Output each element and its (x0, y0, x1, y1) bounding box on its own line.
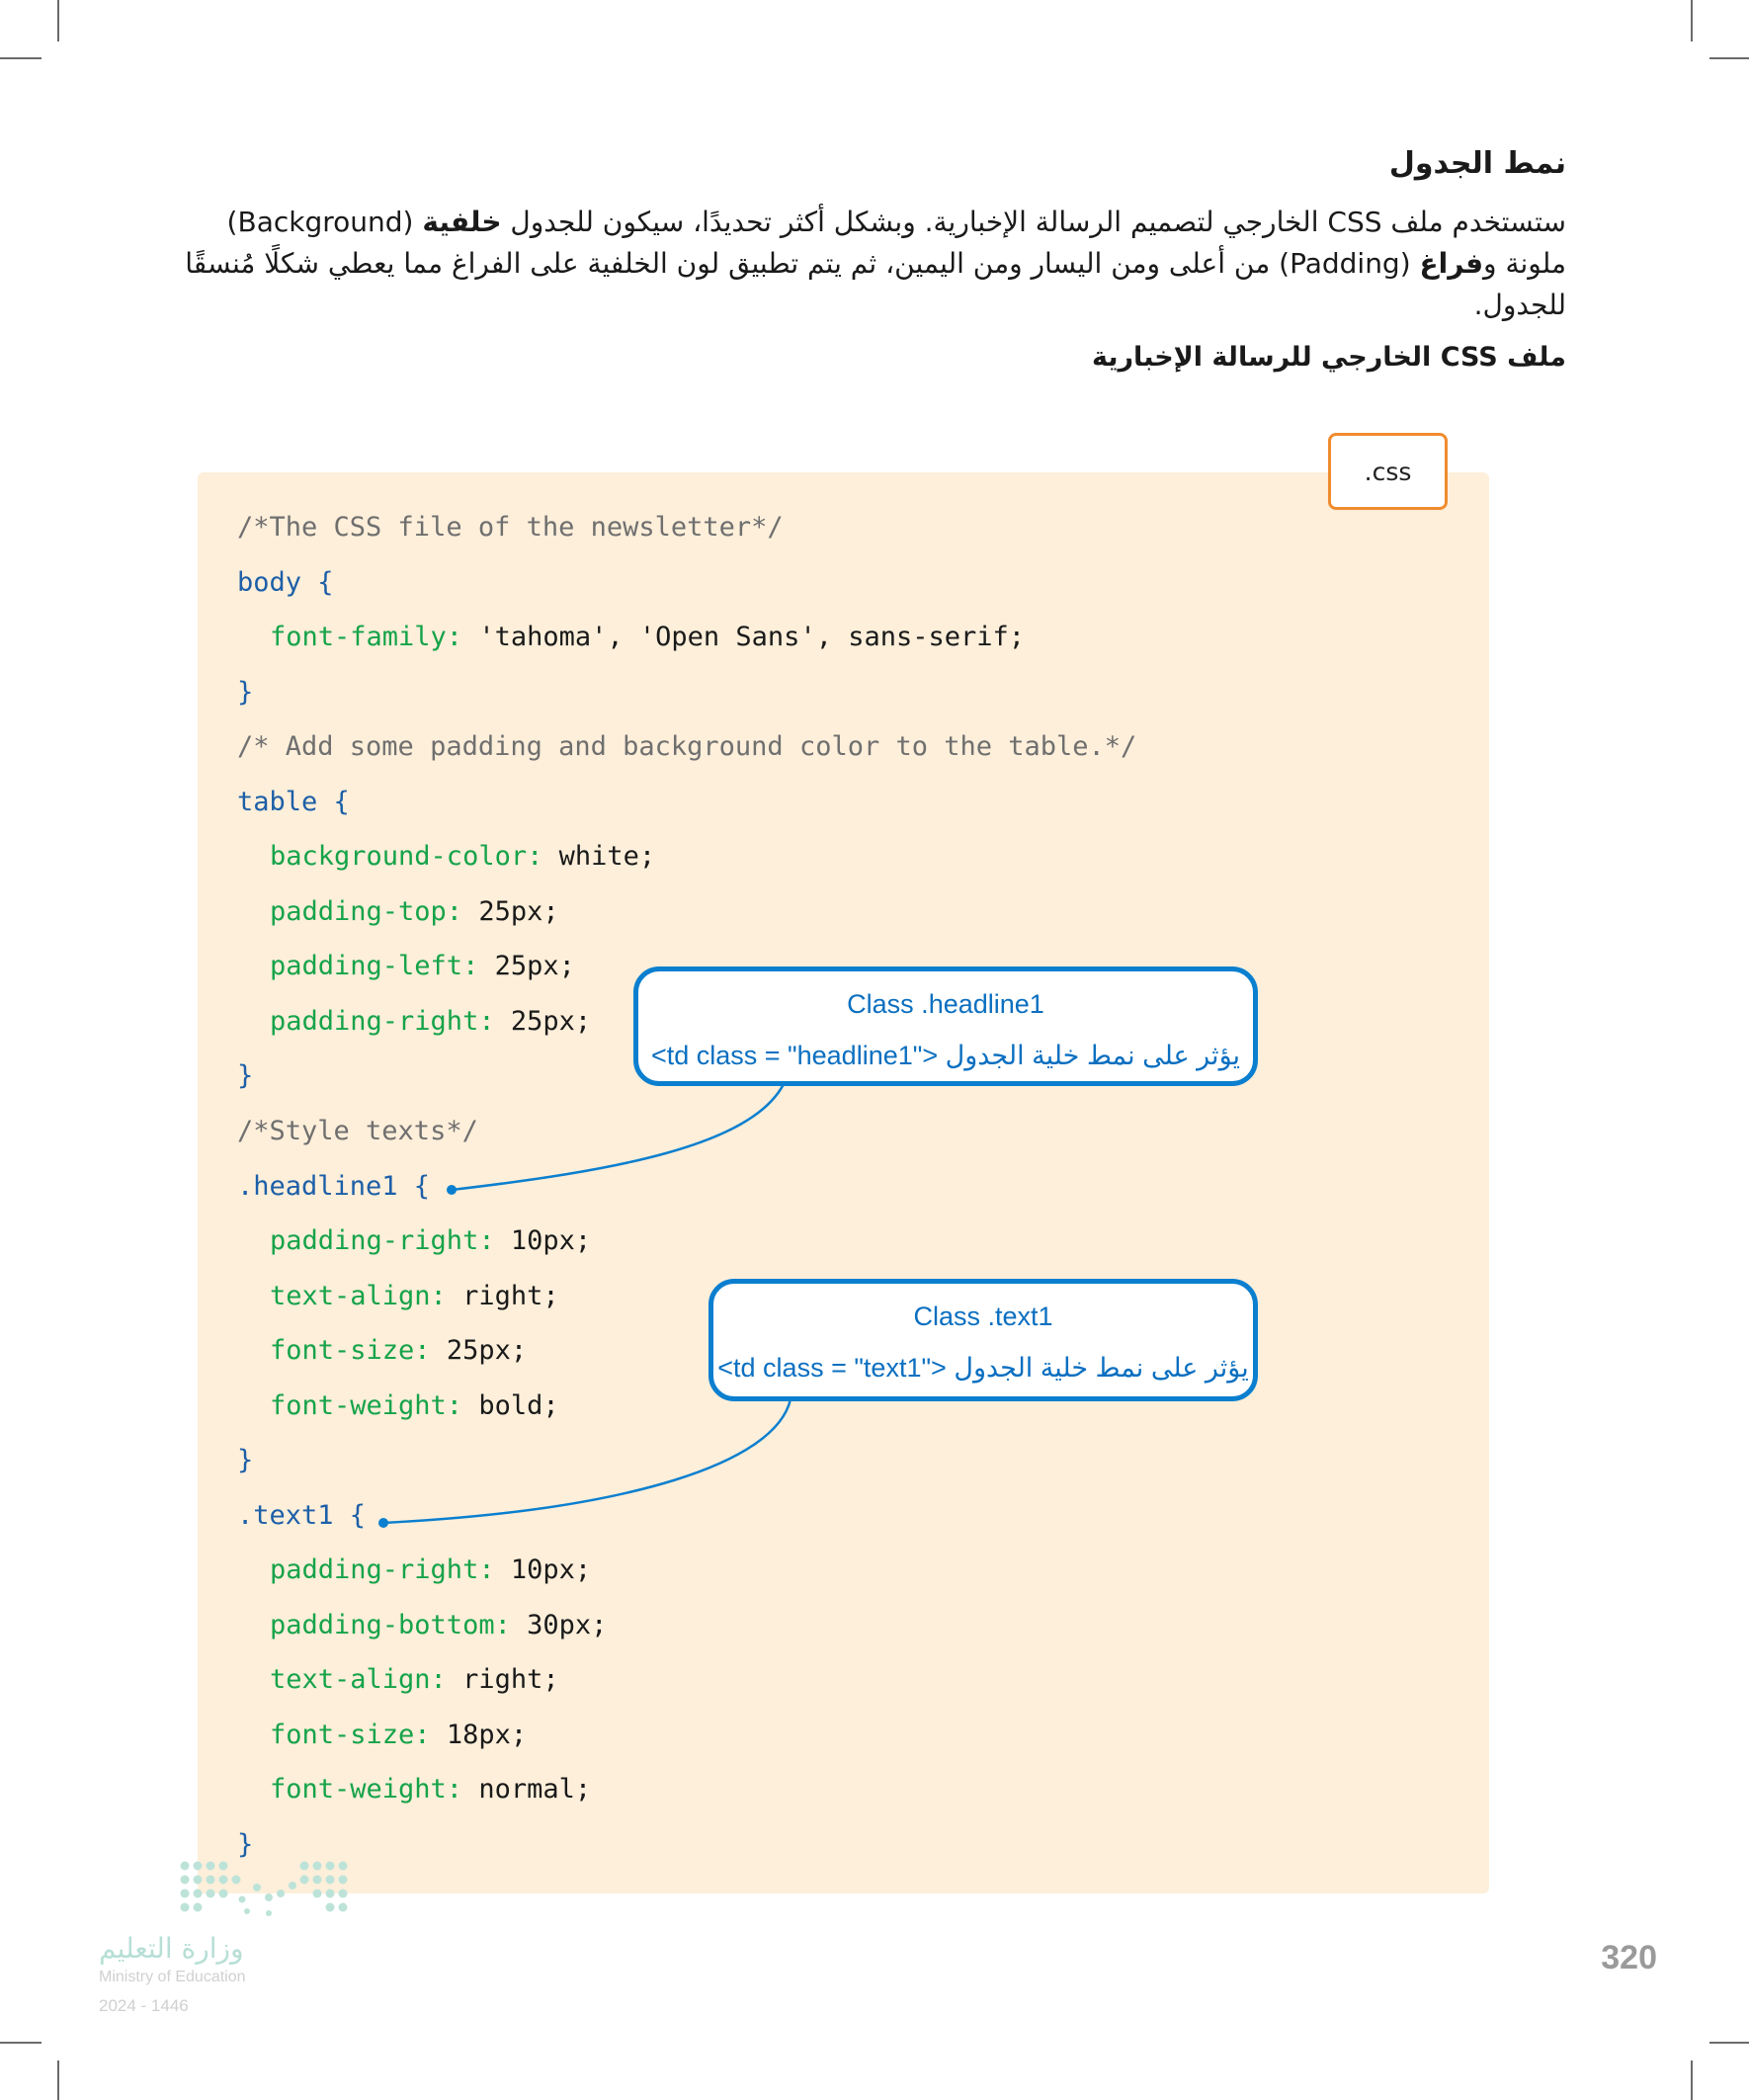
code-selector-headline1: .headline1 { (237, 1171, 431, 1202)
code-value: 10px; (494, 1554, 592, 1585)
code-property: font-weight: (270, 1390, 463, 1421)
intro-text: (Padding) من أعلى ومن اليسار ومن اليمين، ثم يتم تطبيق لون الخلفية على الفراغ مما يعطي شكلًا مُنسقًا للجدول. (185, 247, 1566, 321)
code-value: 25px; (462, 896, 559, 927)
intro-text: (Background) ملونة و (226, 206, 1566, 280)
callout-title: Class .headline1 (847, 989, 1044, 1019)
code-property: padding-right: (270, 1225, 495, 1256)
callout-title: Class .text1 (913, 1302, 1053, 1331)
ministry-year: 2024 - 1446 (99, 1996, 189, 2015)
ministry-logo-dots (99, 1858, 356, 1927)
code-value: white; (542, 841, 656, 872)
code-value: 10px; (494, 1225, 592, 1256)
text1-connector-line (383, 1399, 791, 1523)
code-property: font-size: (270, 1335, 431, 1366)
code-property: padding-right: (270, 1006, 495, 1037)
code-comment: /*The CSS file of the newsletter*/ (237, 512, 784, 543)
headline-connector-line (452, 1084, 784, 1190)
code-value: 18px; (430, 1720, 528, 1750)
code-property: padding-bottom: (270, 1610, 511, 1640)
code-value: 25px; (430, 1335, 528, 1366)
code-brace: } (237, 1445, 254, 1475)
code-value: 25px; (494, 1006, 592, 1037)
code-value: right; (446, 1281, 559, 1311)
intro-bold-padding: فراغ (1419, 247, 1484, 280)
code-selector-body: body { (237, 567, 334, 598)
intro-bold-background: خلفية (422, 206, 502, 238)
code-brace: } (237, 1829, 254, 1860)
code-value: 30px; (510, 1610, 608, 1640)
code-brace: } (237, 677, 254, 708)
callout-description: يؤثر على نمط خلية الجدول <"td class = "headline1> (650, 1041, 1241, 1070)
code-comment: /* Add some padding and background color to the table.*/ (237, 731, 1137, 762)
code-property: padding-right: (270, 1554, 495, 1585)
code-property: font-family: (270, 622, 463, 652)
code-property: font-size: (270, 1720, 431, 1750)
code-selector-text1: .text1 { (237, 1500, 367, 1531)
code-comment: /*Style texts*/ (237, 1116, 478, 1146)
code-property: background-color: (270, 841, 543, 872)
code-property: text-align: (270, 1281, 447, 1311)
file-type-tab: .css (1328, 433, 1448, 510)
text1-connector-dot (378, 1518, 388, 1528)
code-value: right; (446, 1664, 559, 1695)
headline-connector-dot (447, 1185, 457, 1195)
code-property: text-align: (270, 1664, 447, 1695)
code-property: padding-left: (270, 951, 479, 981)
callout-headline1 (633, 966, 1258, 1086)
code-property: padding-top: (270, 896, 463, 927)
code-brace: } (237, 1060, 254, 1091)
code-value: 'tahoma', 'Open Sans', sans-serif; (462, 622, 1026, 652)
code-value: normal; (462, 1774, 592, 1805)
callout-description: يؤثر على نمط خلية الجدول <"td class = "text1> (717, 1353, 1249, 1383)
code-section-title: ملف CSS الخارجي للرسالة الإخبارية (1092, 342, 1566, 373)
code-value: 25px; (478, 951, 575, 981)
page-number: 320 (1601, 1939, 1657, 1976)
code-selector-table: table { (237, 787, 350, 817)
code-property: font-weight: (270, 1774, 463, 1805)
intro-text: ستستخدم ملف CSS الخارجي لتصميم الرسالة الإخبارية. وبشكل أكثر تحديدًا، سيكون للجدول (501, 206, 1566, 238)
section-title: نمط الجدول (1388, 146, 1566, 181)
ministry-name-arabic: وزارة التعليم (99, 1932, 244, 1965)
ministry-name-english: Ministry of Education (99, 1969, 246, 1985)
callout-text1 (708, 1279, 1258, 1401)
code-value: bold; (462, 1390, 559, 1421)
